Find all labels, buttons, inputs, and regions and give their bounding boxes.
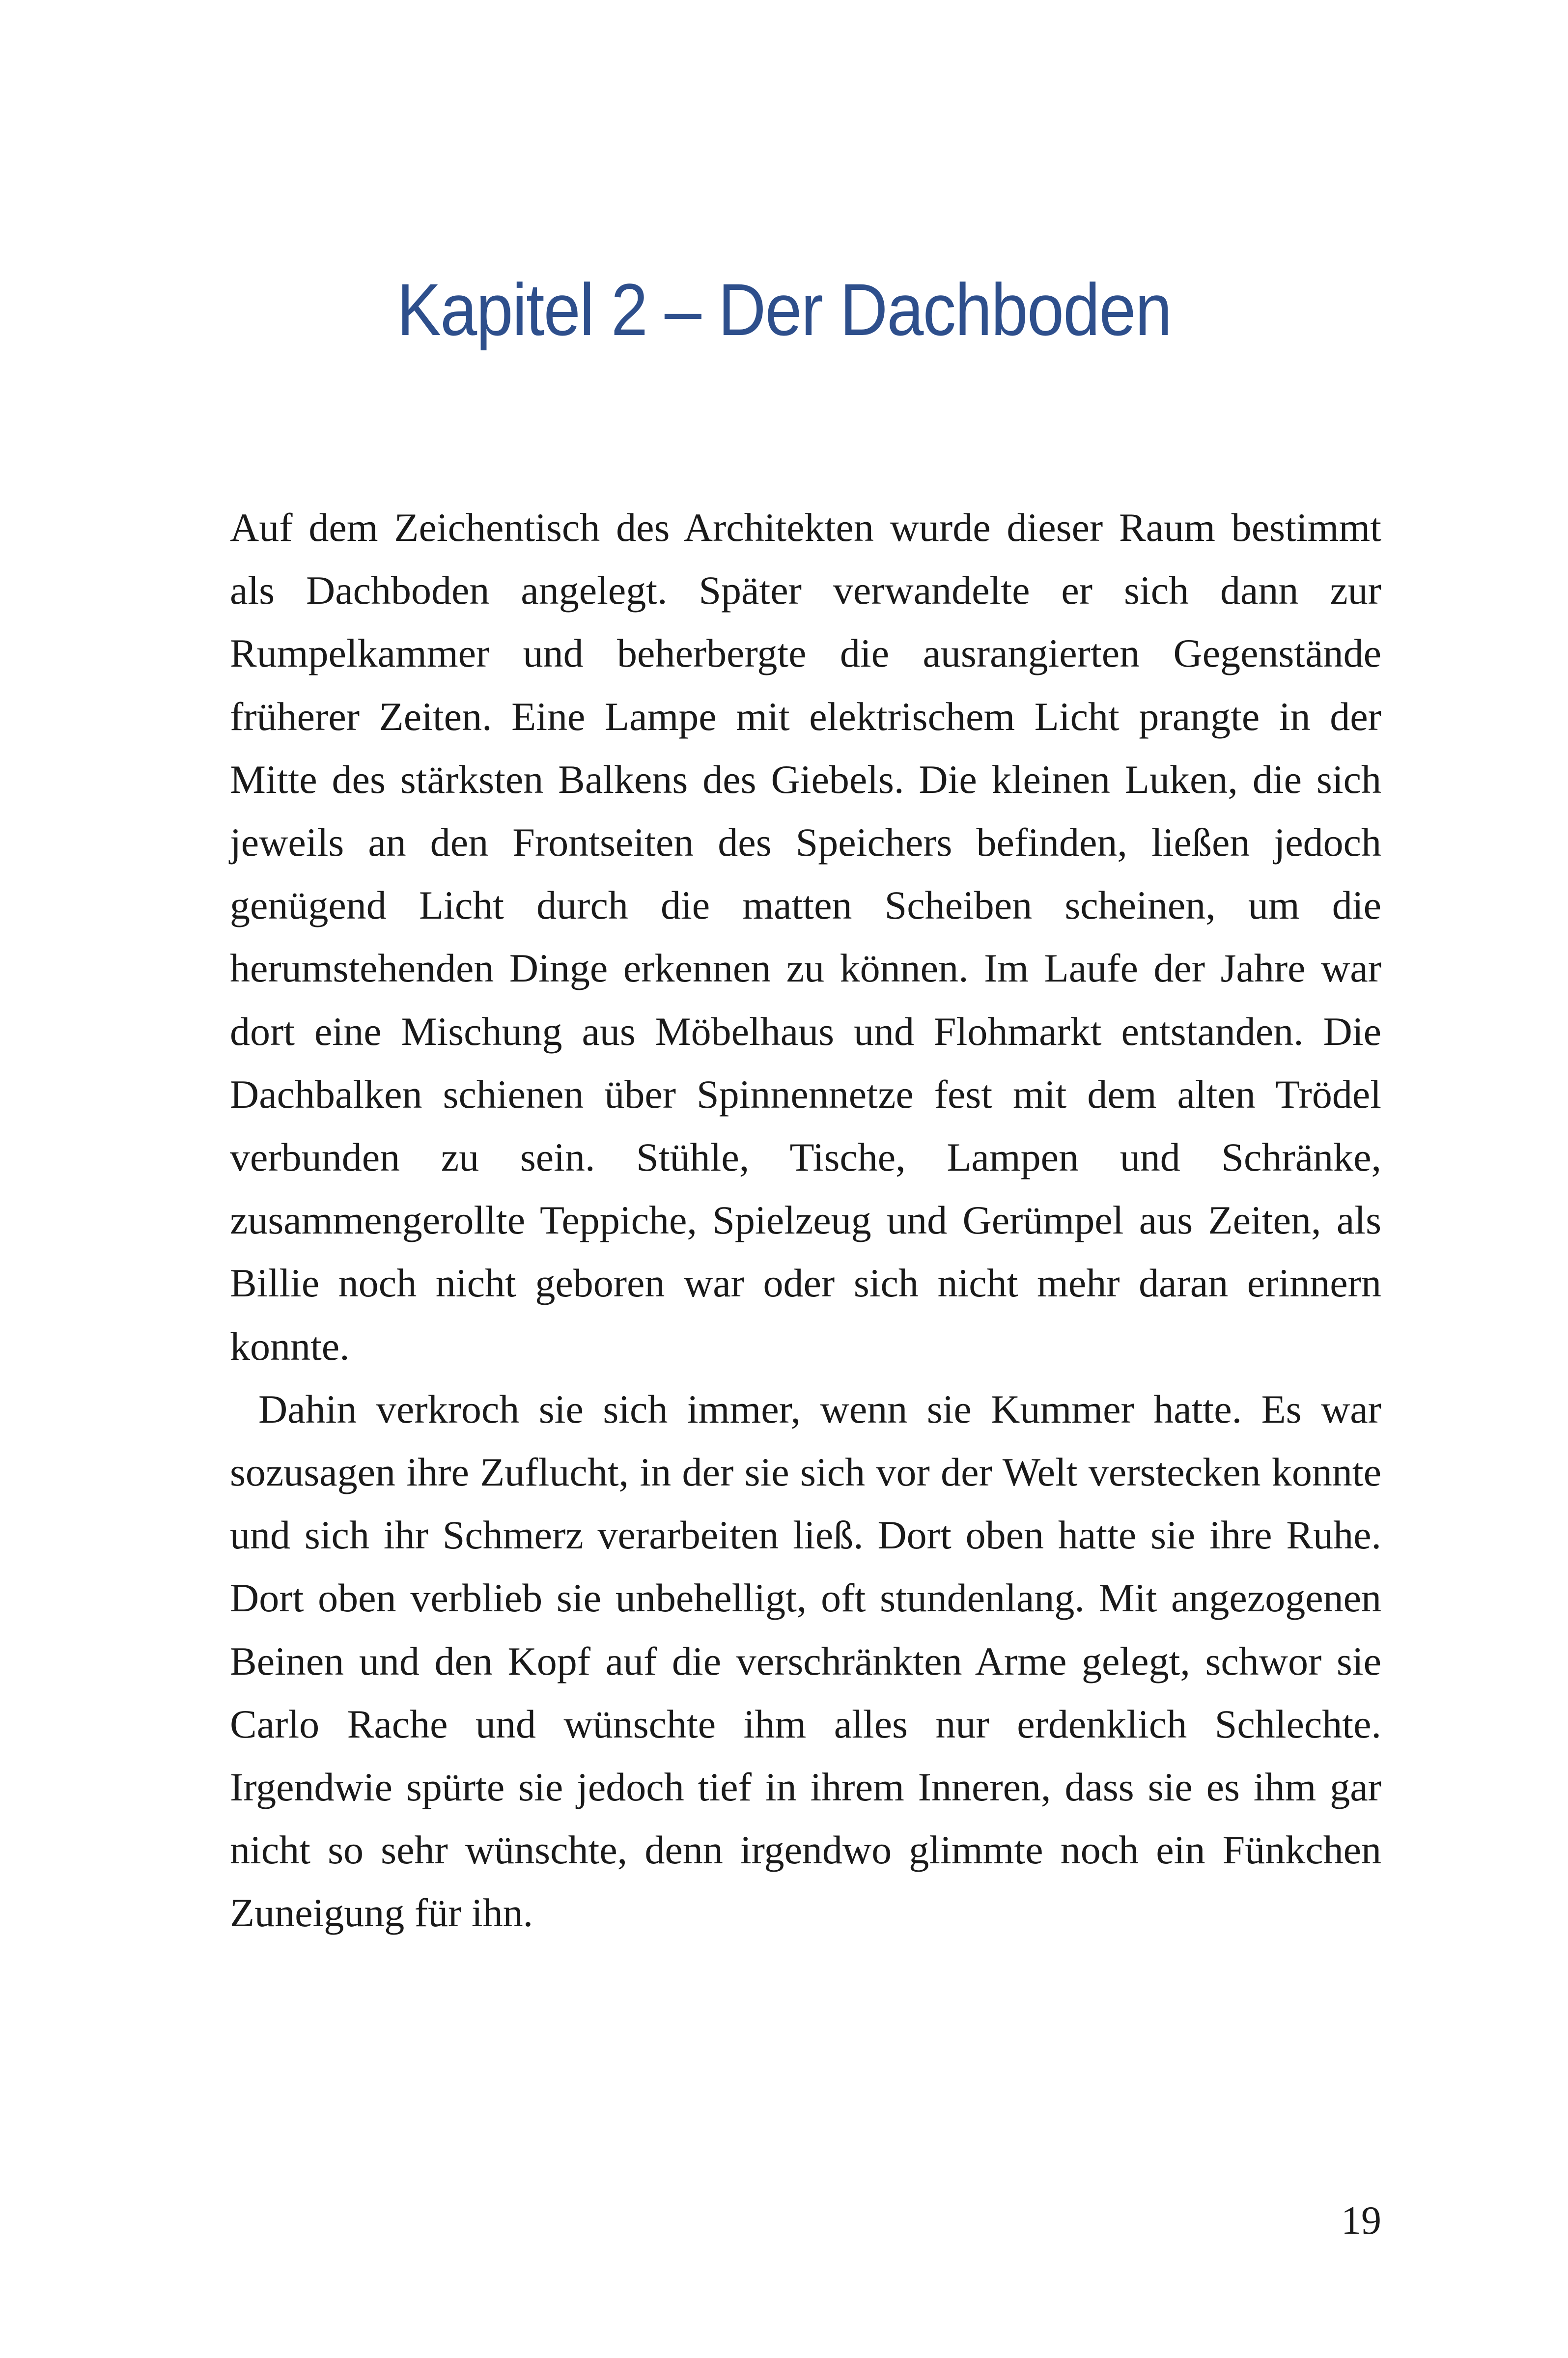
paragraph-2: Dahin verkroch sie sich immer, wenn sie Kummer hatte. Es war sozusagen ihre Zuflucht, in der sie sich vor der Welt verstecken konnte und sich ihr Schmerz verarbeiten ließ. Dort oben hatte sie ihre Ruhe. Dort oben verblieb sie unbehelligt, oft stundenlang. Mit angezogenen Beinen und den Kopf auf die verschränkten Arme gelegt, schwor sie Carlo Rache und wünschte ihm alles nur erdenklich Schlechte. Irgendwie spürte sie jedoch tief in ihrem Inneren, dass sie es ihm gar nicht so sehr wünschte, denn irgendwo glimmte noch ein Fünkchen Zuneigung für ihn. <box>230 1386 1381 1936</box>
page-number: 19 <box>1341 2198 1381 2243</box>
body-text <box>230 496 1381 1945</box>
paragraph-1: Auf dem Zeichentisch des Architekten wurde dieser Raum bestimmt als Dachboden angelegt. Später verwandelte er sich dann zur Rumpelkammer und beherbergte die ausrangierten Gegenstände früherer Zeiten. Eine Lampe mit elektrischem Licht prangte in der Mitte des stärksten Balkens des Giebels. Die kleinen Luken, die sich jeweils an den Frontseiten des Speichers befinden, ließen jedoch genügend Licht durch die matten Scheiben scheinen, um die herumstehenden Dinge erkennen zu können. Im Laufe der Jahre war dort eine Mischung aus Möbelhaus und Flohmarkt entstanden. Die Dachbalken schienen über Spinnennetze fest mit dem alten Trödel verbunden zu sein. Stühle, Tische, Lampen und Schränke, zusammengerollte Teppiche, Spielzeug und Gerümpel aus Zeiten, als Billie noch nicht geboren war oder sich nicht mehr daran erinnern konnte. <box>230 505 1381 1369</box>
chapter-title: Kapitel 2 – Der Dachboden <box>396 268 1172 351</box>
